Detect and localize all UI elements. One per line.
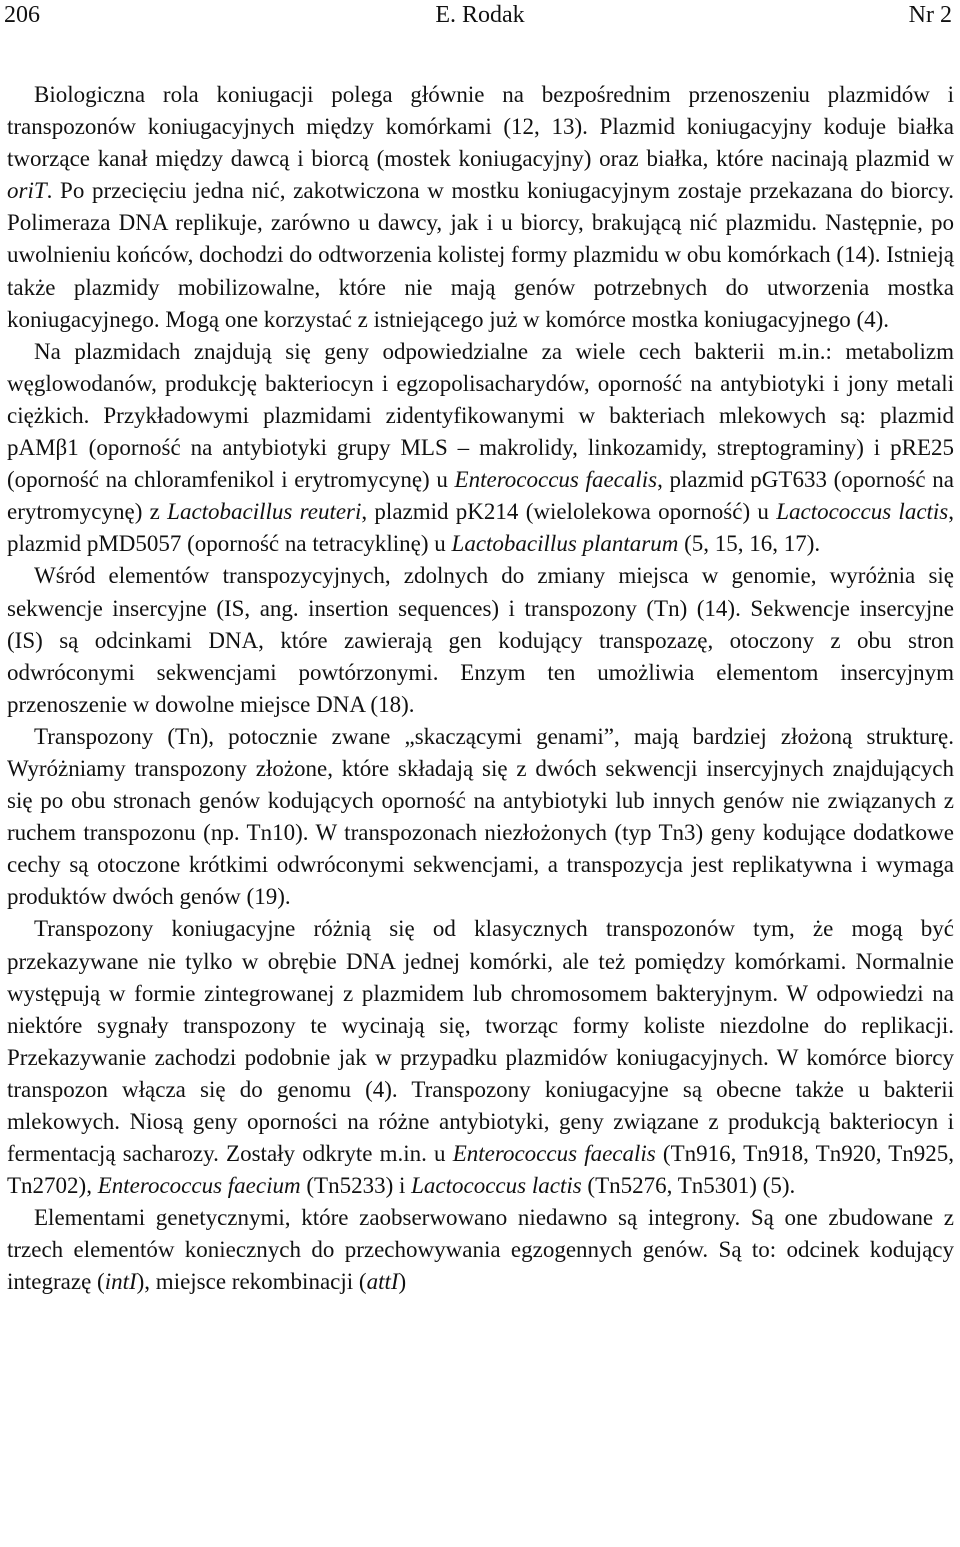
paragraph-3	[7, 560, 954, 720]
italic-term: Lactococcus lactis	[411, 1173, 582, 1199]
text-run: Wśród elementów transpozycyjnych, zdolnych do zmiany miejsca w genomie, wyróżnia się sekwencje insercyjne (IS, ang. insertion sequences) i transpozony (Tn) (14). Sekwencje insercyjne (IS) są odcinkami DNA, które zawierają gen kodujący transpozazę, otoczony z obu stron odwróconymi sekwencjami powtórzonymi. Enzym ten umożliwia elementom insercyjnym przenoszenie w dowolne miejsce DNA (18).	[7, 563, 954, 717]
running-head-author: E. Rodak	[435, 2, 525, 28]
italic-term: Enterococcus faecium	[97, 1173, 301, 1199]
text-run: Elementami genetycznymi, które zaobserwowano niedawno są integrony. Są one zbudowane z trzech elementów koniecznych do przechowywania egzogennych genów. Są to: odcinek kodujący integrazę (	[7, 1205, 954, 1295]
text-run: , plazmid pMD5057 (oporność na tetracyklinę) u	[7, 499, 955, 557]
italic-term: Lactobacillus plantarum	[451, 531, 679, 557]
text-run: (Tn5276, Tn5301) (5).	[581, 1173, 796, 1199]
text-run: , plazmid pK214 (wielolekowa oporność) u	[361, 499, 777, 525]
text-run: Biologiczna rola koniugacji polega głównie na bezpośrednim przenoszeniu plazmidów i transpozonów koniugacyjnych między komórkami (12, 13). Plazmid koniugacyjny koduje białka tworzące kanał między dawcą i biorcą (mostek koniugacyjny) oraz białka, które nacinają plazmid w	[7, 82, 954, 172]
paragraph-6	[7, 1202, 954, 1298]
page-number: 206	[4, 2, 40, 28]
paragraph-1	[7, 79, 954, 336]
text-run: )	[398, 1269, 407, 1295]
text-run: (5, 15, 16, 17).	[678, 531, 821, 557]
text-run: (Tn916, Tn918, Tn920, Tn925, Tn2702),	[7, 1141, 954, 1199]
italic-term: oriT	[7, 178, 47, 204]
italic-term: Enterococcus faecalis	[452, 1141, 656, 1167]
page-header	[0, 0, 960, 34]
text-run: ), miejsce rekombinacji (	[136, 1269, 367, 1295]
text-run: Na plazmidach znajdują się geny odpowiedzialne za wiele cech bakterii m.in.: metabolizm węglowodanów, produkcję bakteriocyn i egzopolisacharydów, oporność na antybiotyki i jony metali ciężkich. Przykładowymi plazmidami zidentyfikowanymi w bakteriach mlekowych są: plazmid pAMβ1 (oporność na antybiotyki grupy MLS – makrolidy, linkozamidy, streptograminy) i pRE25 (oporność na chloramfenikol i erytromycynę) u	[7, 338, 954, 493]
paragraph-2	[7, 336, 954, 561]
text-run: . Po przecięciu jedna nić, zakotwiczona w mostku koniugacyjnym zostaje przekazana do biorcy. Polimeraza DNA replikuje, zarówno u dawcy, jak i u biorcy, brakującą nić plazmidu. Następnie, po uwolnieniu końców, dochodzi do odtworzenia kolistej formy plazmidu w obu komórkach (14). Istnieją także plazmidy mobilizowalne, które nie mają genów potrzebnych do utworzenia mostka koniugacyjnego. Mogą one korzystać z istniejącego już w komórce mostka koniugacyjnego (4).	[7, 178, 954, 332]
article-body	[7, 79, 954, 1299]
italic-term: Enterococcus faecalis	[454, 467, 658, 493]
paragraph-4	[7, 721, 954, 914]
italic-term: Lactobacillus reuteri	[167, 499, 362, 525]
paragraph-5	[7, 913, 954, 1202]
italic-term: intI	[104, 1269, 137, 1295]
issue-number: Nr 2	[908, 2, 952, 28]
text-run: (Tn5233) i	[300, 1173, 412, 1199]
text-run: Transpozony (Tn), potocznie zwane „skaczącymi genami”, mają bardziej złożoną strukturę. Wyróżniamy transpozony złożone, które składają się z dwóch sekwencji insercyjnych znajdujących się po obu stronach genów kodujących oporność na antybiotyki lub innych genów nie związanych z ruchem transpozonu (np. Tn10). W transpozonach niezłożonych (typ Tn3) geny kodujące dodatkowe cechy są otoczone krótkimi odwróconymi sekwencjami, a transpozycja jest replikatywna i wymaga produktów dwóch genów (19).	[7, 723, 954, 910]
text-run: Transpozony koniugacyjne różnią się od klasycznych transpozonów tym, że mogą być przekazywane nie tylko w obrębie DNA jednej komórki, ale też pomiędzy komórkami. Normalnie występują w formie zintegrowanej z plazmidem lub chromosomem bakteryjnym. W odpowiedzi na niektóre sygnały transpozony te wycinają się, tworząc formy koliste niezdolne do replikacji. Przekazywanie zachodzi podobnie jak w przypadku plazmidów koniugacyjnych. W komórce biorcy transpozon włącza się do genomu (4). Transpozony koniugacyjne są obecne także u bakterii mlekowych. Niosą geny oporności na różne antybiotyki, geny związane z produkcją bakteriocyn i fermentacją sacharozy. Zostały odkryte m.in. u	[7, 916, 954, 1167]
text-run: , plazmid pGT633 (oporność na erytromycynę) z	[7, 467, 954, 525]
italic-term: attI	[366, 1269, 399, 1295]
italic-term: Lactococcus lactis	[776, 499, 949, 525]
